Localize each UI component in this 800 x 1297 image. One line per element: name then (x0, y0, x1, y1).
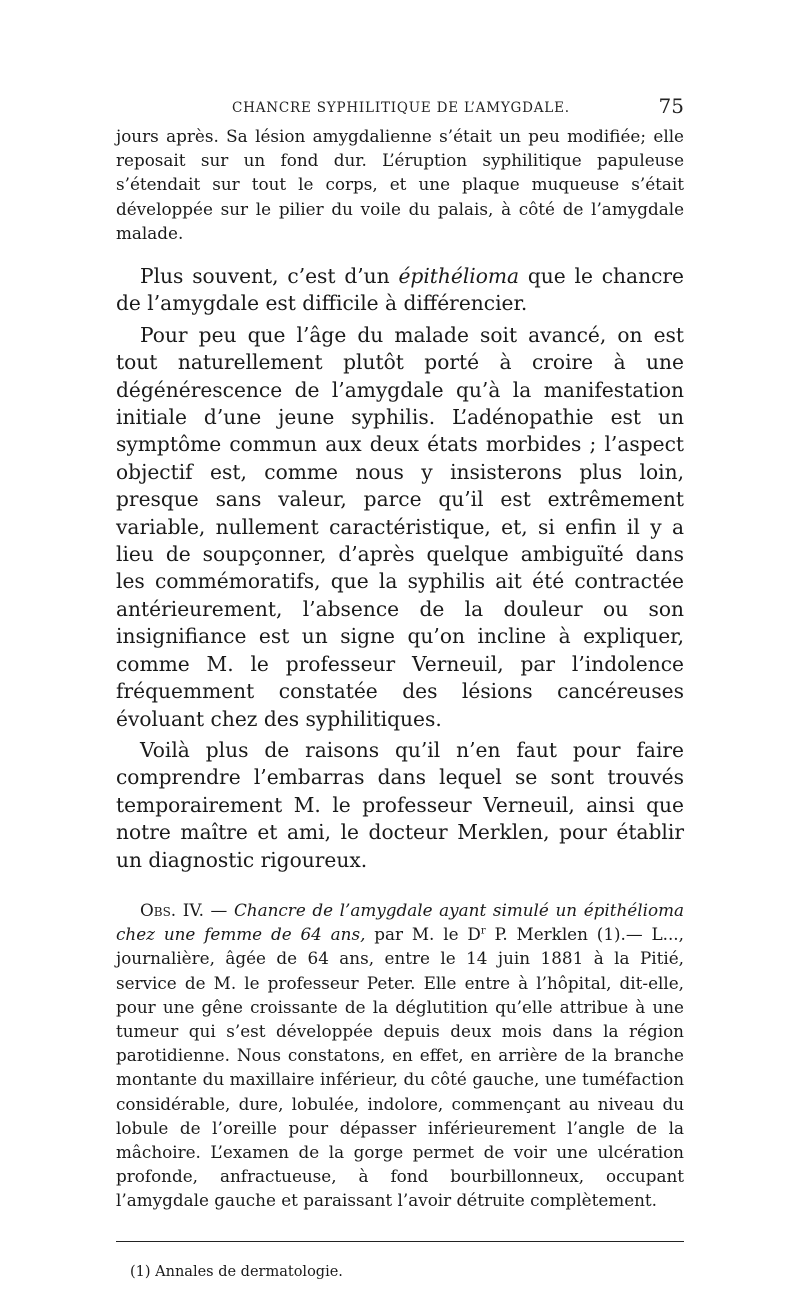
book-page (116, 88, 684, 1297)
paragraph-continuation: jours après. Sa lésion amygdalienne s’était un peu modifiée; elle reposait sur un fond dur. L’éruption syphilitique papuleuse s’étendait sur tout le corps, et une plaque muqueuse s’était développée sur le pilier du voile du palais, à côté de l’amygdale malade. (116, 126, 684, 243)
doctor-superscript: r (480, 925, 486, 937)
observation-author: P. Merklen (1).— (485, 924, 652, 945)
epithelioma-term: épithélioma (398, 264, 520, 289)
paragraph-epithelioma-start: Plus souvent, c’est d’un (140, 264, 399, 289)
paragraph-epithelioma (116, 263, 684, 318)
running-title: CHANCRE SYPHILITIQUE DE L’AMYGDALE. (232, 100, 570, 116)
footnote-divider (116, 1241, 684, 1243)
observation-title: Chancre de l’amygdale ayant simulé un épithélioma chez une femme de 64 ans, (116, 899, 684, 945)
paragraph-conclusion: Voilà plus de raisons qu’il n’en faut pour faire comprendre l’embarras dans lequel se sont trouvés temporairement M. le professeur Verneuil, ainsi que notre maître et ami, le docteur Merklen, pour établir un diagnostic rigoureux. (116, 737, 684, 872)
page-number: 75 (658, 94, 684, 118)
observation-label: Obs. IV. (140, 899, 204, 920)
observation-by: par M. le D (365, 924, 481, 945)
footnote: (1) Annales de dermatologie. (130, 1264, 343, 1281)
page-header (116, 88, 684, 124)
observation-dash: — (203, 899, 234, 920)
observation-iv (116, 898, 684, 1213)
observation-text: L..., journalière, âgée de 64 ans, entre le 14 juin 1881 à la Pitié, service de M. le professeur Peter. Elle entre à l’hôpital, dit-elle, pour une gêne croissante de la déglutition qu’elle attribue à une tumeur qui s’est développée depuis deux mois dans la région parotidienne. Nous constatons, en effet, en arrière de la branche montante du maxillaire inférieur, du côté gauche, une tuméfaction considérable, dure, lobulée, indolore, commençant au niveau du lobule de l’oreille pour dépasser inférieurement l’angle de la mâchoire. L’examen de la gorge permet de voir une ulcération profonde, anfractueuse, à fond bourbillonneux, occupant l’amygdale gauche et paraissant l’avoir détruite complètement. (116, 924, 684, 1211)
paragraph-epithelioma-end: que le chancre de l’amygdale est difficile à différencier. (116, 264, 684, 316)
paragraph-diagnosis-difficulty: Pour peu que l’âge du malade soit avancé, on est tout naturellement plutôt porté à croire à une dégénérescence de l’amygdale qu’à la manifestation initiale d’une jeune syphilis. L’adénopathie est un symptôme commun aux deux états morbides ; l’aspect objectif est, comme nous y insisterons plus loin, presque sans valeur, parce qu’il est extrêmement variable, nullement caractéristique, et, si enfin il y a lieu de soupçonner, d’après quelque ambiguïté dans les commémoratifs, que la syphilis ait été contractée antérieurement, l’absence de la douleur ou son insignifiance est un signe qu’on incline à expliquer, comme M. le professeur Verneuil, par l’indolence fréquemment constatée des lésions cancéreuses évoluant chez des syphilitiques. (116, 322, 684, 731)
